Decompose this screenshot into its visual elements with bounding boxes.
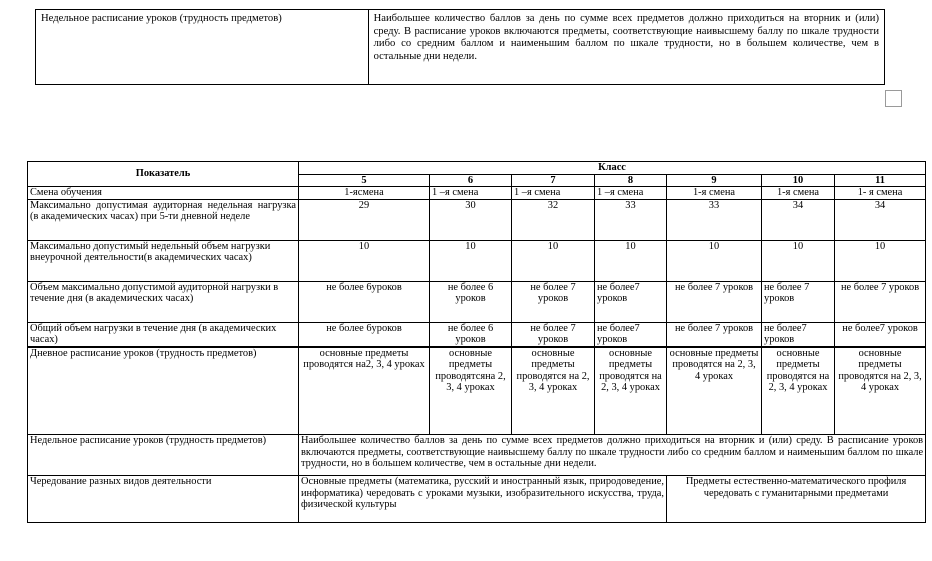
row-label: Чередование разных видов деятельности [28,476,299,523]
cell: 10 [512,240,595,281]
cell: основные предметы проводятся на 2, 3, 4 уроках [835,347,926,435]
grade-header: 5 [299,174,430,187]
cell: 10 [762,240,835,281]
cell: 30 [430,199,512,240]
grade-header: 11 [835,174,926,187]
cell: 10 [595,240,667,281]
table-header-row [28,162,926,175]
school-load-table [27,161,926,523]
cell: не более 7 уроков [667,322,762,347]
cell: 10 [299,240,430,281]
table-row [28,435,926,476]
cell: основные предметы проводятся на 2, 3, 4 уроках [512,347,595,435]
cell: 33 [667,199,762,240]
cell: 10 [835,240,926,281]
top-row-text: Наибольшее количество баллов за день по сумме всех предметов должно приходиться на вторник и (или) среду. В расписание уроков включаются предметы, соответствующие наивысшему баллу по шкале трудности либо со средним баллом и наименьшим баллом по шкале трудности, но в большем количестве, чем в остальные дни недели. [368,10,884,85]
table-row [28,240,926,281]
cell: 10 [667,240,762,281]
table-row [28,322,926,347]
table-row [28,347,926,435]
row-label: Общий объем нагрузки в течение дня (в академических часах) [28,322,299,347]
cell: 1-ясмена [299,187,430,200]
row-label: Недельное расписание уроков (трудность предметов) [28,435,299,476]
table-row [28,476,926,523]
cell: не более7 уроков [595,322,667,347]
cell: основные предметы проводятся на2, 3, 4 уроках [299,347,430,435]
cell: 1-я смена [667,187,762,200]
alternation-right-text: Предметы естественно-математического профиля чередовать с гуманитарными предметами [667,476,926,523]
cell: не более 6уроков [299,281,430,322]
row-label: Максимально допустимый недельный объем нагрузки внеурочной деятельности(в академических часах) [28,240,299,281]
cell: не более7 уроков [835,322,926,347]
cell: основные предметы проводятсяна 2, 3, 4 уроках [430,347,512,435]
cell: 1 –я смена [430,187,512,200]
cell: 10 [430,240,512,281]
cell: не более7 уроков [595,281,667,322]
cell: основные предметы проводятся на 2, 3, 4 уроках [762,347,835,435]
cell: 1 –я смена [512,187,595,200]
row-label: Объем максимально допустимой аудиторной нагрузки в течение дня (в академических часах) [28,281,299,322]
cell: не более 7 уроков [762,281,835,322]
table-row [28,281,926,322]
cell: не более 7 уроков [667,281,762,322]
cell: не более 7 уроков [835,281,926,322]
checkbox[interactable] [885,90,902,107]
cell: не более 6 уроков [430,322,512,347]
class-header: Класс [299,162,926,175]
grade-header: 8 [595,174,667,187]
cell: не более 6 уроков [430,281,512,322]
indicator-header: Показатель [28,162,299,187]
cell: не более 7 уроков [512,322,595,347]
cell: 34 [835,199,926,240]
table-row [28,199,926,240]
cell: 33 [595,199,667,240]
weekly-schedule-text: Наибольшее количество баллов за день по сумме всех предметов должно приходиться на вторник и (или) среду. В расписание уроков включаются предметы, соответствующие наивысшему баллу по шкале трудности либо со средним баллом и наименьшим баллом по шкале трудности, но в большем количестве, чем в остальные дни недели. [299,435,926,476]
table-row [36,10,885,85]
cell: не более7 уроков [762,322,835,347]
row-label: Смена обучения [28,187,299,200]
grade-header: 6 [430,174,512,187]
top-row-label: Недельное расписание уроков (трудность предметов) [36,10,369,85]
cell: 1 –я смена [595,187,667,200]
grade-header: 9 [667,174,762,187]
cell: 34 [762,199,835,240]
cell: не более 6уроков [299,322,430,347]
cell: основные предметы проводятся на 2, 3, 4 уроках [667,347,762,435]
grade-header: 10 [762,174,835,187]
cell: 1-я смена [762,187,835,200]
grade-header: 7 [512,174,595,187]
cell: не более 7 уроков [512,281,595,322]
alternation-left-text: Основные предметы (математика, русский и иностранный язык, природоведение, информатика) чередовать с уроками музыки, изобразительного искусства, труда, физической культуры [299,476,667,523]
table-row [28,187,926,200]
top-weekly-schedule-table [35,9,885,85]
cell: 29 [299,199,430,240]
row-label: Дневное расписание уроков (трудность предметов) [28,347,299,435]
cell: 1- я смена [835,187,926,200]
row-label: Максимально допустимая аудиторная недельная нагрузка (в академических часах) при 5-ти дневной неделе [28,199,299,240]
cell: 32 [512,199,595,240]
cell: основные предметы проводятся на 2, 3, 4 уроках [595,347,667,435]
